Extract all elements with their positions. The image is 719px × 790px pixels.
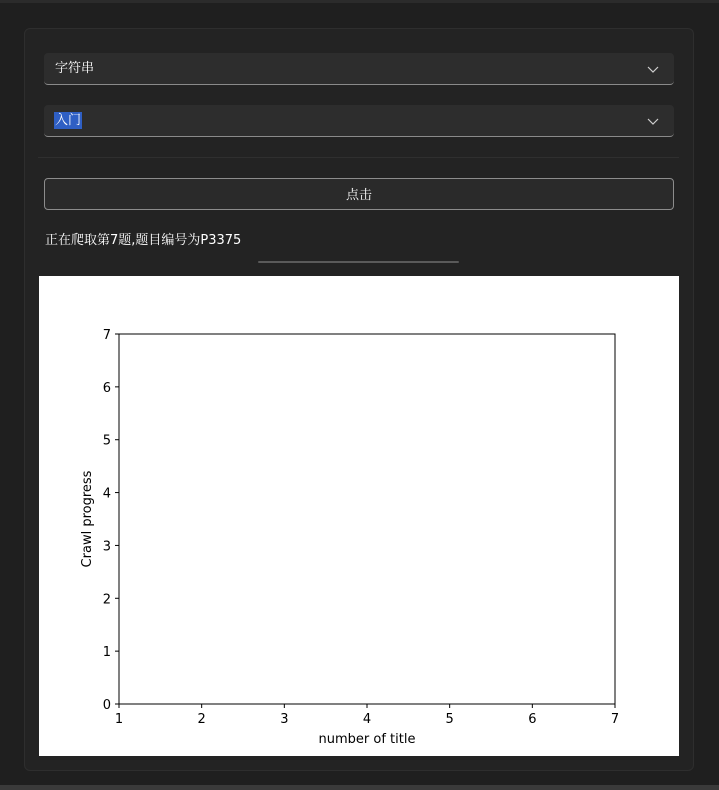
- x-tick-label: 7: [610, 712, 620, 727]
- y-tick-label: 2: [102, 592, 111, 608]
- y-tick-label: 1: [102, 645, 111, 661]
- x-tick-label: 1: [114, 712, 124, 727]
- y-axis-label: Crawl progress: [80, 470, 95, 568]
- section-divider: [38, 157, 679, 158]
- window-bottom-border: [0, 785, 719, 790]
- chevron-down-icon: [646, 62, 660, 76]
- category-dropdown-value: 字符串: [55, 61, 95, 76]
- chart-canvas: [39, 276, 679, 756]
- y-tick-label: 3: [102, 539, 111, 555]
- x-tick-label: 6: [528, 712, 537, 727]
- plot-frame: [119, 334, 615, 704]
- y-tick-label: 0: [102, 698, 111, 713]
- chevron-down-icon: [646, 114, 660, 128]
- category-dropdown[interactable]: [44, 53, 674, 85]
- y-tick-label: 4: [102, 486, 111, 502]
- x-tick-label: 3: [280, 712, 289, 727]
- x-tick-label: 4: [362, 712, 372, 727]
- y-tick-label: 6: [102, 380, 111, 396]
- crawl-progress-chart: [39, 276, 679, 756]
- crawl-status-text: 正在爬取第7题,题目编号为P3375: [45, 233, 242, 248]
- click-button[interactable]: 点击: [44, 178, 674, 210]
- difficulty-dropdown-value: 入门: [55, 113, 82, 128]
- x-axis-label: number of title: [318, 732, 416, 747]
- progress-bar: [258, 261, 459, 263]
- x-tick-label: 2: [197, 712, 206, 727]
- difficulty-dropdown[interactable]: [44, 105, 674, 137]
- y-tick-label: 7: [102, 328, 111, 343]
- x-tick-label: 5: [445, 712, 454, 727]
- y-tick-label: 5: [102, 433, 111, 449]
